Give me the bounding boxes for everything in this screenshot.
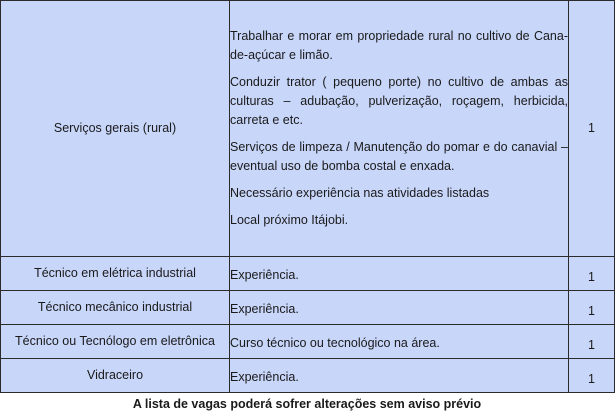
job-description [230, 291, 569, 325]
table-row [1, 359, 615, 393]
description-line: Necessário experiência nas atividades listadas [230, 186, 490, 200]
description-line: Trabalhar e morar em propriedade rural no cultivo de Cana-de-açúcar e limão. [230, 29, 568, 62]
disclaimer-footer: A lista de vagas poderá sofrer alterações sem aviso prévio [132, 397, 482, 411]
job-description [230, 257, 569, 291]
table-row [1, 291, 615, 325]
job-title: Vidraceiro [1, 359, 230, 393]
job-description [230, 1, 569, 257]
description-line: Local próximo Itájobi. [230, 213, 349, 227]
job-description [230, 325, 569, 359]
job-title: Serviços gerais (rural) [1, 1, 230, 257]
job-description [230, 359, 569, 393]
job-quantity: 1 [569, 325, 615, 359]
description-line: Curso técnico ou tecnológico na área. [230, 336, 440, 350]
description-line: Experiência. [230, 268, 299, 282]
table-row [1, 257, 615, 291]
job-title: Técnico mecânico industrial [1, 291, 230, 325]
job-quantity: 1 [569, 1, 615, 257]
job-quantity: 1 [569, 359, 615, 393]
description-line: Conduzir trator ( pequeno porte) no cultivo de ambas as culturas – adubação, pulverização, roçagem, herbicida, carreta e etc. [230, 75, 568, 127]
job-quantity: 1 [569, 257, 615, 291]
job-title: Técnico em elétrica industrial [1, 257, 230, 291]
description-line: Experiência. [230, 302, 299, 316]
description-line: Serviços de limpeza / Manutenção do pomar e do canavial – eventual uso de bomba costal e enxada. [230, 140, 568, 173]
description-line: Experiência. [230, 370, 299, 384]
table-row [1, 1, 615, 257]
table-row [1, 325, 615, 359]
job-quantity: 1 [569, 291, 615, 325]
job-title: Técnico ou Tecnólogo em eletrônica [1, 325, 230, 359]
